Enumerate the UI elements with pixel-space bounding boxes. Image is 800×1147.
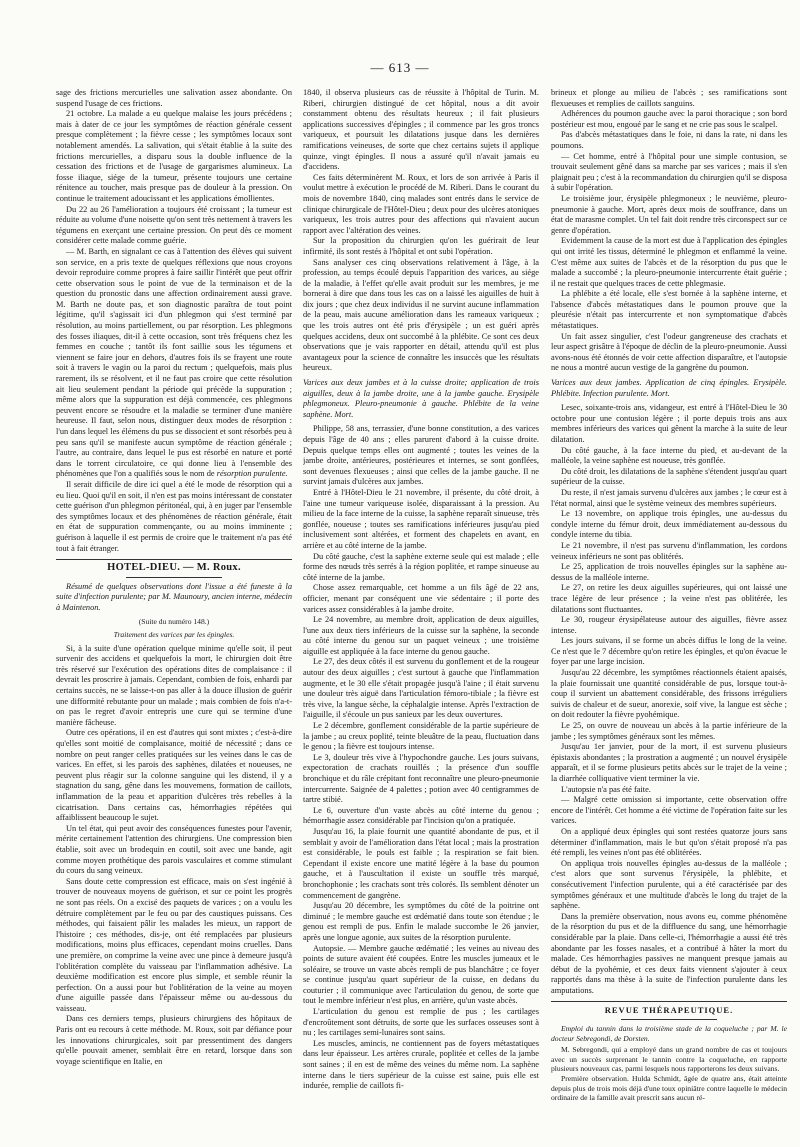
paragraph: brineux et plonge au milieu de l'abcès ; ses ramifications sont flexueuses et remplies de caillots sanguins.	[551, 88, 787, 108]
column-middle	[303, 88, 539, 1140]
paragraph: Du reste, il n'est jamais survenu d'ulcères aux jambes ; le cœur est à l'état normal, ainsi que le système veineux des membres supérieurs.	[551, 487, 787, 508]
paragraph: Si, à la suite d'une opération quelque minime qu'elle soit, il peut survenir des accidens et quelquefois la mort, le chirurgien doit être très réservé sur l'exécution des opérations dites de complaisance : il devrait les proscrire à jamais. Cependant, combien de fois, enhardi par certains succès, ne se laisse-t-on pas aller à la douce illusion de guérir une difformité rebutante pour un malade ; mais combien de fois n'a-t-on pas le regret d'avoir entrepris une cure qui se termine d'une manière fâcheuse.	[56, 643, 292, 727]
paragraph: La phlébite a été locale, elle s'est bornée à la saphène interne, et l'absence d'abcès métastatiques dans le poumon prouve que la pleurésie n'était pas intercurrente et non symptomatique d'abcès métastatiques.	[551, 289, 787, 331]
paragraph: On appliqua trois nouvelles épingles au-dessus de la malléole ; c'est alors que sont survenus l'érysipèle, la phlébite, et consécutivement l'infection purulente, qui a été caractérisée par des symptômes généraux et une multitude d'abcès le long du trajet de la saphène.	[551, 858, 787, 911]
paragraph: Le 21 novembre, il n'est pas survenu d'inflammation, les cordons veineux inférieurs ne sont pas oblitérés.	[551, 540, 787, 561]
paragraph	[56, 247, 292, 480]
continuation-note: (Suite du numéro 148.)	[138, 616, 210, 626]
paragraph: Sans doute cette compression est efficace, mais on s'est ingénié à trouver de nouveaux moyens de guérison, et sur ce point les progrès ne sont pas réels. On a excisé des paquets de varices ; on a voulu les détruire complètement par le feu ou par des caustiques puissans. Ces méthodes, qui faisaient pâlir les malades les mieux, un rapport de l'histoire ; ces méthodes, dis-je, ont été remplacées par plusieurs modifications, moins plus efficaces, cependant moins cruelles. Dans une première, on comprime la veine avec une pince à demeure jusqu'à l'oblitération complète du vaisseau par l'inflammation adhésive. La deuxième modification est encore plus simple, et semble réunir la perfection. On a aussi pour but l'oblitération de la veine au moyen d'une aiguille passée dans l'épaisseur même ou au-dessous du vaisseau.	[56, 876, 292, 1013]
paragraph: Le 3, douleur très vive à l'hypochondre gauche. Les jours suivans, expectoration de crachats rouillés ; la présence d'un souffle bronchique et du râle crépitant font reconnaître une pleuro-pneumonie intercurrente. Saignée de 4 palettes ; potion avec 40 centigrammes de tartre stibié.	[303, 752, 539, 805]
paragraph: Du côté gauche, à la face interne du pied, et au-devant de la malléole, la veine saphène est noueuse, très gonflée.	[551, 445, 787, 466]
paragraph: Il serait difficile de dire ici quel a été le mode de résorption qui a eu lieu. Quoi qu'il en soit, il n'en est pas moins intéressant de constater cette guérison d'un phlegmon péritonéal, qui, à en juger par l'ensemble des symptômes locaux et des phénomènes de réaction générale, était en état de suppuration commençante, ou au moins imminente ; guérison à laquelle il est permis de croire que le traitement n'a pas été tout à fait étranger.	[56, 479, 292, 553]
column-right	[551, 88, 787, 1140]
paragraph: Entré à l'Hôtel-Dieu le 21 novembre, il présente, du côté droit, à l'aine une tumeur variqueuse isolée, disparaissant à la pression. Au milieu de la face interne de la cuisse, la saphène reparaît sinueuse, très gonflée, noueuse ; toutes ses ramifications inférieures jusqu'au pied inclusivement sont altérées, et forment des chapelets en avant, en arrière et au côté interne de la jambe.	[303, 487, 539, 550]
paragraph: Le 30, rougeur érysipélateuse autour des aiguilles, fièvre assez intense.	[551, 615, 787, 635]
italic-term: résorption purulente.	[216, 469, 288, 479]
paragraph: Les muscles, amincis, ne contiennent pas de foyers métastatiques dans leur épaisseur. Les artères crurale, poplitée et celles de la jambe sont saines ; il en est de même des veines du même nom. La saphène interne dans le tiers supérieur de la cuisse est saine, puis elle est indurée, remplie de caillots fi-	[303, 1038, 539, 1091]
paragraph: Philippe, 58 ans, terrassier, d'une bonne constitution, a des varices depuis l'âge de 40 ans ; elles parurent d'abord à la cuisse droite. Depuis quelque temps elles ont augmenté ; toutes les veines de la jambe droite, antérieures, postérieures et internes, se sont gonflées, sont devenues flexueuses ; ainsi que celles de la jambe gauche. Il ne survint jamais d'ulcères aux jambes.	[303, 424, 539, 487]
paragraph: Du côté gauche, c'est la saphène externe seule qui est malade ; elle forme des nœuds très serrés à la région poplitée, et rampe sinueuse au côté interne de la jambe.	[303, 551, 539, 582]
paragraph: Le 25, application de trois nouvelles épingles sur la saphène au-dessus de la malléole interne.	[551, 562, 787, 582]
paragraph: Le 25, on ouvre de nouveau un abcès à la partie inférieure de la jambe ; les symptômes généraux sont les mêmes.	[551, 721, 787, 741]
paragraph: Autopsie. — Membre gauche œdématié ; les veines au niveau des points de suture avaient été coupées. Entre les muscles jumeaux et le soléaire, se trouve un vaste abcès rempli de pus blanchâtre ; ce foyer se continue jusqu'au quart supérieur de la cuisse, en dedans du couturier ; il communique avec l'articulation du genou, de sorte que tout le membre inférieur n'est plus, en arrière, qu'un vaste abcès.	[303, 943, 539, 1006]
paragraph: Chose assez remarquable, cet homme a un fils âgé de 22 ans, officier, menant par conséquent une vie sédentaire ; il porte des varices assez considérables à la jambe droite.	[303, 583, 539, 614]
paragraph: Un tel état, qui peut avoir des conséquences funestes pour l'avenir, mérite certainement l'attention des chirurgiens. Une compression bien établie, soit avec un brodequin en coutil, soit avec une bande, agit comme moyen prothétique des parois vasculaires et comme stimulant du cours du sang veineux.	[56, 823, 292, 876]
paragraph: 1840, il observa plusieurs cas de réussite à l'hôpital de Turin. M. Riberi, chirurgien distingué de cet hôpital, nous a dit avoir constamment obtenu des résultats heureux ; il fait plusieurs applications successives d'épingles ; il commence par les gros troncs variqueux, et poursuit les dilatations jusque dans les dernières ramifications veineuses, de sorte que chez certains sujets il applique quinze, vingt épingles. Il nous a assuré qu'il n'avait jamais eu d'accidens.	[303, 88, 539, 172]
paragraph: Dans ces derniers temps, plusieurs chirurgiens des hôpitaux de Paris ont eu recours à cette méthode. M. Roux, soit par défiance pour les innovations chirurgicales, soit par pressentiment des dangers qu'elle pouvait amener, semblait être en retard, lorsque dans son voyage scientifique en Italie, en	[56, 1014, 292, 1066]
paragraph: Jusqu'au 20 décembre, les symptômes du côté de la poitrine ont diminué ; le membre gauche est œdématié dans toute son étendue ; le genou est rempli de pus. Enfin le malade succombe le 26 janvier, après une longue agonie, aux suites de la résorption purulente.	[303, 901, 539, 942]
paragraph: Evidemment la cause de la mort est due à l'application des épingles qui ont irrité les tissus, déterminé le phlegmon et enflammé la veine. C'est même aux suites de l'abcès et de la résorption du pus que le malade a succombé ; la pleuro-pneumonie intercurrente était guérie ; il ne restait que quelques traces de cette phlegmasie.	[551, 236, 787, 288]
paragraph: — Cet homme, entré à l'hôpital pour une simple contusion, se trouvait seulement gêné dans sa marche par ses varices ; mais il s'en plaignait peu ; c'est à la recommandation du chirurgien qu'il se disposa à subir l'opération.	[551, 151, 787, 193]
section-rule	[56, 559, 292, 560]
paragraph: Sans analyser ces cinq observations relativement à l'âge, à la profession, au temps écoulé depuis l'apparition des varices, au siége de la maladie, à l'effet qu'elle avait produit sur les membres, je me bornerai à dire que dans tous les cas on a laissé les aiguilles de huit à dix jours ; que chez deux individus il ne survint aucune inflammation de la peau, mais aucune amélioration dans les rameaux variqueux ; que les trois autres ont été pris d'érysipèle ; un est guéri après quelques accidens, deux ont succombé à la phlébite. Ce sont ces deux observations que je vais rapporter en détail, attendu qu'il est plus avantageux pour la science de connaître les insuccès que les résultats heureux.	[303, 257, 539, 373]
article-summary: Emploi du tannin dans la troisième stade de la coqueluche ; par M. le docteur Sebregondi, de Dorsten.	[551, 1024, 787, 1043]
paragraph: Les jours suivans, il se forme un abcès diffus le long de la veine. Ce n'est que le 7 décembre qu'on retire les épingles, et qu'on évacue le foyer par une large incision.	[551, 636, 787, 667]
paragraph: 21 octobre. La malade a eu quelque malaise les jours précédens ; mais à dater de ce jour les symptômes de réaction générale cessent presque complètement ; la fièvre cesse ; les symptômes locaux sont notablement amendés. La salivation, qui s'était établie à la suite des frictions mercurielles, a disparu sous la double influence de la cessation des frictions et de l'usage de gargarismes alumineux. La fosse iliaque, siége de la tumeur, présente toujours une certaine rénitence au toucher, mais presque pas de douleur à la pression. On continue le traitement adoucissant et les applications émollientes.	[56, 109, 292, 203]
paragraph: Ces faits déterminèrent M. Roux, et lors de son arrivée à Paris il voulut mettre à exécution le procédé de M. Riberi. Dans le courant du mois de novembre 1840, cinq malades sont entrés dans le service de clinique chirurgicale de l'Hôtel-Dieu ; deux pour des ulcères atoniques variqueux, les trois autres pour des affections qui n'avaient aucun rapport avec l'altération des veines.	[303, 172, 539, 235]
paragraph: Dans la première observation, nous avons eu, comme phénomène de la résorption du pus et de la diffluence du sang, une hémorrhagie considérable par la plaie. Dans celle-ci, l'hémorrhagie a aussi été très abondante par les fosses nasales, et a contribué à hâter la mort du malade. Ces hémorrhagies passives ne manquent presque jamais au début de la pyohémie, et ces deux faits viennent s'ajouter à ceux rapportés dans ma thèse à la suite de l'infection purulente dans les amputations.	[551, 911, 787, 995]
article-subtitle: Traitement des varices par les épingles.	[113, 630, 235, 640]
paragraph: Pas d'abcès métastatiques dans le foie, ni dans la rate, ni dans les poumons.	[551, 130, 787, 150]
paragraph: Le 27, on retire les deux aiguilles supérieures, qui ont laissé une trace légère de leur présence ; la veine n'est pas oblitérée, les dilatations sont fluctuantes.	[551, 583, 787, 614]
paragraph: Le 27, des deux côtés il est survenu du gonflement et de la rougeur autour des deux aiguilles ; c'est surtout à gauche que l'inflammation augmente, et le 30 elle s'était propagée jusqu'à l'aine ; il était survenu une douleur très aiguë dans l'articulation fémoro-tibiale ; la fièvre est très vive, la langue sèche, la céphalalgie intense. Après l'extraction de l'aiguille, il s'écoule un pus sanieux par les deux ouvertures.	[303, 657, 539, 720]
section-title: HOTEL-DIEU. — M. Roux.	[107, 562, 241, 574]
paragraph: Jusqu'au 1er janvier, pour de la mort, il est survenu plusieurs épistaxis abondantes ; la prostration a augmenté ; un nouvel érysipèle apparaît, et il se forme plusieurs petits abcès sur le trajet de la veine ; la diarrhée colliquative vient terminer la vie.	[551, 742, 787, 783]
paragraph: Jusqu'au 22 décembre, les symptômes réactionnels étaient apaisés, la plaie fournissait une quantité considérable de pus, lorsque tout-à-coup il survient un abattement considérable, des frissons irréguliers suivis de chaleur et de sueur, anorexie, soif vive, la langue est sèche ; on doit redouter la fièvre pyohémique.	[551, 668, 787, 720]
section-title: REVUE THÉRAPEUTIQUE.	[604, 1005, 734, 1016]
paragraph: L'articulation du genou est remplie de pus ; les cartilages d'encroûtement sont détruits, de sorte que les surfaces osseuses sont à nu ; les cartilages semi-lunaires sont sains.	[303, 1007, 539, 1038]
paragraph: Outre ces opérations, il en est d'autres qui sont mixtes ; c'est-à-dire qu'elles sont moitié de complaisance, moitié de nécessité ; dans ce nombre on peut ranger celles pratiquées sur les veines dans le cas de varices. En effet, si les parois des saphènes, dilatées et noueuses, ne peuvent plus réagir sur la colonne sanguine qui les distend, il y a stagnation du sang, gêne dans les mouvemens, formation de caillots, inflammation de la peau et apparition d'ulcères très rebelles à la cicatrisation. Dans certains cas, hémorrhagies répétées qui affaiblissent beaucoup le sujet.	[56, 728, 292, 823]
paragraph: Lesec, soixante-trois ans, vidangeur, est entré à l'Hôtel-Dieu le 30 octobre pour une contusion légère ; il porte depuis trois ans aux membres inférieurs des varices qui gênent la marche à la suite de leur dilatation.	[551, 403, 787, 444]
paragraph: Du côté droit, les dilatations de la saphène s'étendent jusqu'au quart supérieur de la cuisse.	[551, 466, 787, 487]
paragraph-text: — M. Barth, en signalant ce cas à l'attention des élèves qui suivent son service, en a pris texte de quelques réflexions que nous croyons devoir reproduire comme propres à faire saillir l'intérêt que peut offrir cette observation sous le point de vue de la terminaison et de la question du pronostic dans une affection ordinairement aussi grave. M. Barth ne doute pas, et son diagnostic paraîtra de tout point légitime, qu'il s'agissait ici d'un phlegmon qui s'est terminé par résolution, au moins partiellement, ou par résorption. Les phlegmons des fosses iliaques, dit-il à cette occasion, sont très fréquens chez les femmes en couche ; tantôt ils font saillie sous les tégumens et viennent se faire jour en dehors, d'autres fois ils se frayent une route soit à travers le vagin ou la paroi du rectum ; quelquefois, mais plus rarement, ils se résolvent, et il ne faut pas croire que cette résolution ait lieu seulement pendant la période qui précède la suppuration ; même alors que la suppuration est déjà commencée, ces phlegmons peuvent encore se résoudre et la maladie se terminer d'une manière heureuse. Il faut, selon nous, distinguer deux modes de résorption : l'un dans lequel les élémens du pus se dissocient et sont résorbés peu à peu sans qu'il se manifeste aucun symptôme de réaction générale ; l'autre, au contraire, dans lequel le pus est résorbé en nature et porté dans le torrent circulatoire, ce qui donne lieu à l'ensemble des phénomènes que l'on a qualifiés sous le nom de	[56, 246, 292, 479]
paragraph: Le 2 décembre, gonflement considérable de la partie supérieure de la jambe ; au creux poplité, teinte bleuâtre de la peau, fluctuation dans le genou ; la fièvre est toujours intense.	[303, 721, 539, 752]
page-number: — 613 —	[370, 60, 430, 75]
section-rule	[551, 1001, 787, 1002]
paragraph: Première observation. Hulda Schmidt, âgée de quatre ans, était atteinte depuis plus de trois mois déjà d'une toux opiniâtre contre laquelle le médecin ordinaire de la famille avait prescrit sans aucun ré-	[551, 1074, 787, 1103]
paragraph: M. Sebregondi, qui a employé dans un grand nombre de cas et toujours avec un succès surprenant le tannin contre la coqueluche, en rapporte plusieurs nouveaux cas, parmi lesquels nous rapporterons les deux suivans.	[551, 1045, 787, 1074]
paragraph: L'autopsie n'a pas été faite.	[561, 784, 651, 794]
paragraph: Un fait assez singulier, c'est l'odeur gangreneuse des crachats et leur aspect grisâtre à l'époque de déclin de la pleuro-pneumonie. Aussi avons-nous été étonnés de voir cette affection disparaître, et l'autopsie ne nous a montré aucun vestige de la gangrène du poumon.	[551, 331, 787, 373]
paragraph: Jusqu'au 16, la plaie fournit une quantité abondante de pus, et il semblait y avoir de l'amélioration dans l'état local ; mais la prostration est considérable, le pouls est faible ; la respiration se fait bien. Cependant il existe encore une matité légère à la base du poumon gauche, et à l'auscultation il existe un souffle très marqué, bronchophonie ; les crachats sont très colorés. Ils semblent dénoter un commencement de gangrène.	[303, 826, 539, 900]
title-rule	[126, 577, 222, 578]
article-summary: Résumé de quelques observations dont l'issue a été funeste à la suite d'infection purulente; par M. Maunoury, ancien interne, médecin à Maintenon.	[56, 581, 292, 612]
paragraph: — Malgré cette omission si importante, cette observation offre encore de l'intérêt. Cet homme a été victime de l'opération faite sur les varices.	[551, 795, 787, 826]
title-rule	[621, 1019, 717, 1020]
paragraph: Le 6, ouverture d'un vaste abcès au côté interne du genou ; hémorrhagie assez considérable par l'incision qu'on a pratiquée.	[303, 805, 539, 826]
paragraph: Adhérences du poumon gauche avec la paroi thoracique ; son bord postérieur est mou, engoué par le sang et ne crie pas sous le scalpel.	[551, 109, 787, 129]
paragraph: Le 13 novembre, on applique trois épingles, une au-dessus du condyle interne du fémur droit, deux immédiatement au-dessous du condyle interne du tibia.	[551, 509, 787, 540]
paragraph: On a appliqué deux épingles qui sont restées quatorze jours sans déterminer d'inflammation, mais le but qu'on s'était proposé n'a pas été rempli, les veines n'ont pas été oblitérées.	[551, 826, 787, 858]
paragraph: Sur la proposition du chirurgien qu'on les guérirait de leur infirmité, ils sont restés à l'hôpital et ont subi l'opération.	[303, 236, 539, 256]
paragraph: Le troisième jour, érysipèle phlegmoneux ; le neuvième, pleuro-pneumonie à gauche. Mort, après deux mois de souffrance, dans un état de marasme complet. Un tel fait doit rendre très circonspect sur ce genre d'opération.	[551, 193, 787, 235]
case-heading: Varices aux deux jambes et à la cuisse droite; application de trois aiguilles, deux à la jambe droite, une à la jambe gauche. Erysipèle phlegmoneux. Pleuro-pneumonie à gauche. Phlébite de la veine saphène. Mort.	[303, 378, 539, 419]
paragraph: sage des frictions mercurielles une salivation assez abondante. On suspend l'usage de ces frictions.	[56, 88, 292, 108]
paragraph: Le 24 novembre, au membre droit, application de deux aiguilles, l'une aux deux tiers inférieurs de la cuisse sur la saphène, la seconde au côté interne du genou sur un paquet veineux ; une troisième aiguille est appliquée à la face interne du genou gauche.	[303, 615, 539, 656]
column-left	[56, 88, 292, 1140]
paragraph: Du 22 au 26 l'amélioration a toujours été croissant ; la tumeur est réduite au volume d'une noisette qu'on sent très nettement à travers les tégumens en exerçant une certaine pression. On peut dès ce moment considérer cette malade comme guérie.	[56, 204, 292, 246]
case-heading: Varices aux deux jambes. Application de cinq épingles. Erysipèle. Phlébite. Infection purulente. Mort.	[551, 378, 787, 398]
